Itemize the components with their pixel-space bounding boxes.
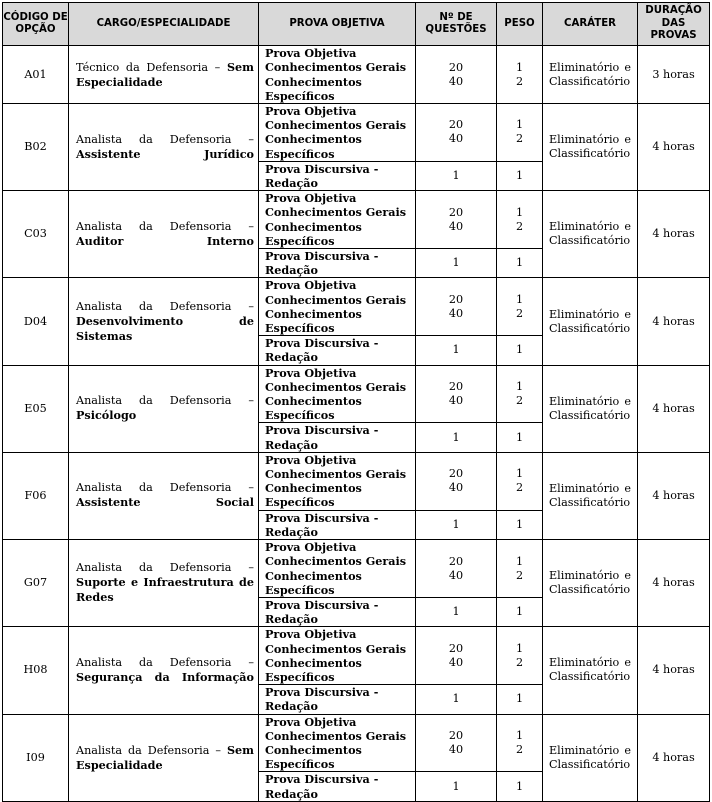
cargo-prefix: Analista da Defensoria – (76, 132, 254, 146)
discursiva-questoes: 1 (416, 423, 497, 452)
questoes-cell (416, 104, 497, 162)
discursiva-questoes: 1 (416, 336, 497, 365)
option-code: C03 (3, 191, 69, 278)
option-code: E05 (3, 365, 69, 452)
cargo-specialty: Psicólogo (76, 408, 137, 423)
prova-line: Conhecimentos Gerais (265, 641, 407, 656)
peso-value: 1 (515, 205, 524, 219)
prova-objetiva-cell (259, 365, 416, 423)
prova-objetiva-cell (259, 278, 416, 336)
prova-line: Conhecimentos Gerais (265, 467, 407, 482)
questoes-value: 20 (448, 60, 464, 74)
cargo-cell (69, 714, 259, 801)
option-code: B02 (3, 104, 69, 191)
peso-value: 1 (515, 467, 524, 481)
peso-value: 2 (515, 219, 524, 233)
peso-cell (497, 627, 543, 685)
prova-line: Conhecimentos (265, 394, 362, 409)
carater-cell: Eliminatório e Classificatório (543, 540, 638, 627)
questoes-value: 40 (448, 655, 464, 669)
cargo-prefix: Analista da Defensoria – (76, 299, 254, 313)
questoes-cell (416, 627, 497, 685)
cargo-specialty: Auditor Interno (76, 233, 254, 248)
exam-table (2, 2, 710, 802)
discursiva-peso: 1 (497, 161, 543, 190)
questoes-value: 20 (448, 728, 464, 742)
prova-line: Conhecimentos (265, 219, 362, 234)
cargo-cell (69, 365, 259, 452)
prova-line: Conhecimentos Gerais (265, 118, 407, 133)
table-row (3, 191, 710, 249)
prova-line: Prova Objetiva (265, 540, 357, 555)
header-questoes: Nº DE QUESTÕES (416, 3, 497, 46)
table-row (3, 278, 710, 336)
cargo-specialty: Segurança da Informação (76, 669, 254, 684)
prova-line: Conhecimentos Gerais (265, 728, 407, 743)
duracao-cell: 4 horas (638, 540, 710, 627)
cargo-prefix: Analista da Defensoria – (76, 743, 221, 757)
peso-cell (497, 452, 543, 510)
discursiva-peso: 1 (497, 597, 543, 626)
peso-value: 1 (515, 292, 524, 306)
questoes-value: 20 (448, 641, 464, 655)
prova-line: Conhecimentos Gerais (265, 379, 407, 394)
discursiva-questoes: 1 (416, 772, 497, 801)
option-code: G07 (3, 540, 69, 627)
prova-line: Específicos (265, 669, 335, 684)
carater-cell: Eliminatório e Classificatório (543, 191, 638, 278)
prova-line: Prova Objetiva (265, 714, 357, 729)
discursiva-peso: 1 (497, 249, 543, 278)
carater-cell: Eliminatório e Classificatório (543, 104, 638, 191)
peso-cell (497, 104, 543, 162)
peso-value: 2 (515, 481, 524, 495)
discursiva-questoes: 1 (416, 249, 497, 278)
questoes-value: 20 (448, 118, 464, 132)
prova-line: Conhecimentos (265, 306, 362, 321)
peso-cell (497, 46, 543, 104)
prova-line: Conhecimentos (265, 568, 362, 583)
questoes-cell (416, 278, 497, 336)
peso-cell (497, 540, 543, 598)
peso-value: 2 (515, 742, 524, 756)
duracao-cell: 4 horas (638, 627, 710, 714)
table-header-row (3, 3, 710, 46)
header-codigo: CÓDIGO DE OPÇÃO (3, 3, 69, 46)
questoes-value: 40 (448, 219, 464, 233)
carater-cell: Eliminatório e Classificatório (543, 627, 638, 714)
cargo-cell (69, 46, 259, 104)
peso-cell (497, 365, 543, 423)
peso-value: 2 (515, 394, 524, 408)
option-code: H08 (3, 627, 69, 714)
table-row (3, 46, 710, 104)
carater-cell: Eliminatório e Classificatório (543, 452, 638, 539)
option-code: D04 (3, 278, 69, 365)
questoes-value: 40 (448, 568, 464, 582)
duracao-cell: 3 horas (638, 46, 710, 104)
cargo-specialty: Suporte e Infraestrutura de Redes (76, 575, 254, 605)
carater-cell: Eliminatório e Classificatório (543, 714, 638, 801)
peso-cell (497, 191, 543, 249)
questoes-value: 20 (448, 554, 464, 568)
header-cargo: CARGO/ESPECIALIDADE (69, 3, 259, 46)
carater-cell: Eliminatório e Classificatório (543, 46, 638, 104)
table-row (3, 365, 710, 423)
duracao-cell: 4 horas (638, 278, 710, 365)
prova-discursiva-label: Prova Discursiva - Redação (259, 336, 416, 365)
peso-value: 1 (515, 554, 524, 568)
questoes-value: 20 (448, 467, 464, 481)
prova-line: Específicos (265, 321, 335, 336)
prova-objetiva-cell (259, 540, 416, 598)
table-row (3, 452, 710, 510)
prova-line: Específicos (265, 408, 335, 423)
prova-objetiva-cell (259, 714, 416, 772)
prova-line: Específicos (265, 88, 335, 103)
discursiva-questoes: 1 (416, 597, 497, 626)
prova-line: Conhecimentos Gerais (265, 292, 407, 307)
peso-cell (497, 714, 543, 772)
prova-discursiva-label: Prova Discursiva - Redação (259, 685, 416, 714)
header-peso: PESO (497, 3, 543, 46)
cargo-cell (69, 278, 259, 365)
prova-line: Conhecimentos (265, 481, 362, 496)
option-code: I09 (3, 714, 69, 801)
discursiva-peso: 1 (497, 423, 543, 452)
questoes-cell (416, 714, 497, 772)
cargo-prefix: Analista da Defensoria – (76, 561, 254, 575)
prova-line: Prova Objetiva (265, 191, 357, 206)
cargo-specialty: Desenvolvimento de Sistemas (76, 313, 254, 343)
questoes-value: 40 (448, 394, 464, 408)
questoes-cell (416, 191, 497, 249)
questoes-cell (416, 452, 497, 510)
prova-line: Prova Objetiva (265, 46, 357, 61)
discursiva-questoes: 1 (416, 161, 497, 190)
prova-line: Específicos (265, 582, 335, 597)
duracao-cell: 4 horas (638, 452, 710, 539)
prova-line: Conhecimentos Gerais (265, 554, 407, 569)
cargo-prefix: Analista da Defensoria – (76, 394, 254, 408)
cargo-prefix: Analista da Defensoria – (76, 219, 254, 233)
cargo-specialty: Assistente Social (76, 495, 254, 510)
cargo-prefix: Analista da Defensoria – (76, 655, 254, 669)
peso-value: 2 (515, 655, 524, 669)
prova-line: Conhecimentos Gerais (265, 205, 407, 220)
header-prova: PROVA OBJETIVA (259, 3, 416, 46)
discursiva-peso: 1 (497, 685, 543, 714)
duracao-cell: 4 horas (638, 714, 710, 801)
peso-value: 2 (515, 568, 524, 582)
questoes-value: 40 (448, 74, 464, 88)
questoes-value: 20 (448, 380, 464, 394)
prova-line: Conhecimentos (265, 655, 362, 670)
peso-value: 2 (515, 74, 524, 88)
questoes-value: 40 (448, 306, 464, 320)
prova-line: Prova Objetiva (265, 452, 357, 467)
prova-objetiva-cell (259, 191, 416, 249)
questoes-value: 20 (448, 205, 464, 219)
prova-line: Conhecimentos (265, 742, 362, 757)
prova-discursiva-label: Prova Discursiva - Redação (259, 597, 416, 626)
questoes-value: 40 (448, 481, 464, 495)
peso-value: 2 (515, 132, 524, 146)
duracao-cell: 4 horas (638, 104, 710, 191)
cargo-prefix: Técnico da Defensoria – (76, 60, 221, 74)
peso-value: 1 (515, 380, 524, 394)
cargo-cell (69, 627, 259, 714)
prova-line: Específicos (265, 233, 335, 248)
prova-discursiva-label: Prova Discursiva - Redação (259, 772, 416, 801)
peso-value: 1 (515, 118, 524, 132)
cargo-prefix: Analista da Defensoria – (76, 481, 254, 495)
table-body (3, 46, 710, 802)
discursiva-peso: 1 (497, 510, 543, 539)
prova-line: Prova Objetiva (265, 365, 357, 380)
prova-objetiva-cell (259, 104, 416, 162)
cargo-specialty: Assistente Jurídico (76, 146, 254, 161)
discursiva-peso: 1 (497, 772, 543, 801)
duracao-cell: 4 horas (638, 365, 710, 452)
peso-value: 2 (515, 306, 524, 320)
questoes-cell (416, 540, 497, 598)
prova-objetiva-cell (259, 46, 416, 104)
table-row (3, 627, 710, 685)
table-row (3, 714, 710, 772)
prova-discursiva-label: Prova Discursiva - Redação (259, 423, 416, 452)
prova-line: Conhecimentos (265, 132, 362, 147)
prova-line: Conhecimentos Gerais (265, 60, 407, 75)
prova-objetiva-cell (259, 452, 416, 510)
prova-line: Prova Objetiva (265, 104, 357, 118)
questoes-cell (416, 365, 497, 423)
prova-objetiva-cell (259, 627, 416, 685)
prova-discursiva-label: Prova Discursiva - Redação (259, 249, 416, 278)
prova-line: Específicos (265, 757, 335, 772)
questoes-value: 40 (448, 132, 464, 146)
prova-discursiva-label: Prova Discursiva - Redação (259, 510, 416, 539)
prova-line: Específicos (265, 495, 335, 510)
cargo-cell (69, 104, 259, 191)
table-row (3, 540, 710, 598)
peso-value: 1 (515, 728, 524, 742)
cargo-specialty: Sem Especialidade (76, 742, 254, 772)
header-duracao: DURAÇÃO DAS PROVAS (638, 3, 710, 46)
carater-cell: Eliminatório e Classificatório (543, 365, 638, 452)
carater-cell: Eliminatório e Classificatório (543, 278, 638, 365)
discursiva-questoes: 1 (416, 510, 497, 539)
prova-line: Específicos (265, 146, 335, 161)
option-code: A01 (3, 46, 69, 104)
prova-discursiva-label: Prova Discursiva - Redação (259, 161, 416, 190)
header-carater: CARÁTER (543, 3, 638, 46)
prova-line: Prova Objetiva (265, 627, 357, 642)
peso-value: 1 (515, 60, 524, 74)
cargo-cell (69, 540, 259, 627)
prova-line: Conhecimentos (265, 74, 362, 89)
cargo-cell (69, 191, 259, 278)
questoes-value: 20 (448, 292, 464, 306)
questoes-value: 40 (448, 742, 464, 756)
cargo-specialty: Sem Especialidade (76, 59, 254, 89)
prova-line: Prova Objetiva (265, 278, 357, 293)
option-code: F06 (3, 452, 69, 539)
discursiva-peso: 1 (497, 336, 543, 365)
table-row (3, 104, 710, 162)
duracao-cell: 4 horas (638, 191, 710, 278)
discursiva-questoes: 1 (416, 685, 497, 714)
questoes-cell (416, 46, 497, 104)
peso-value: 1 (515, 641, 524, 655)
cargo-cell (69, 452, 259, 539)
peso-cell (497, 278, 543, 336)
